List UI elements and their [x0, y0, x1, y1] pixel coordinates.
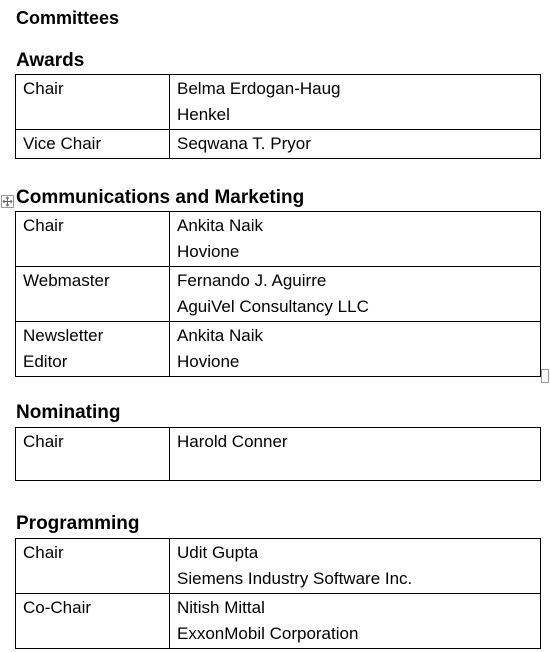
- holder-organization: Henkel: [177, 105, 230, 124]
- role-label: Chair: [23, 432, 64, 451]
- role-cell[interactable]: [16, 428, 170, 481]
- document-title: Committees: [16, 8, 120, 28]
- role-cell[interactable]: [16, 130, 170, 159]
- section-heading-communications-and-marketing: Communications and Marketing: [16, 187, 305, 208]
- holder-cell[interactable]: [170, 428, 541, 481]
- holder-name: Ankita Naik: [177, 216, 263, 235]
- section-heading-awards: Awards: [16, 50, 85, 71]
- holder-organization: Siemens Industry Software Inc.: [177, 569, 413, 588]
- role-label: Vice Chair: [23, 134, 102, 153]
- table-row: [16, 267, 541, 322]
- four-arrow-move-icon[interactable]: [1, 195, 14, 208]
- role-cell[interactable]: [16, 267, 170, 322]
- table-row: [16, 539, 541, 594]
- programming-table: [15, 538, 541, 649]
- nominating-table: [15, 427, 541, 481]
- role-cell[interactable]: [16, 322, 170, 377]
- role-label: Webmaster: [23, 271, 110, 290]
- table-row: [16, 428, 541, 481]
- holder-name: Fernando J. Aguirre: [177, 271, 327, 290]
- role-label: Chair: [23, 79, 64, 98]
- table-resize-handle-icon[interactable]: [541, 369, 549, 383]
- role-cell[interactable]: [16, 75, 170, 130]
- role-cell[interactable]: [16, 539, 170, 594]
- role-cell[interactable]: [16, 212, 170, 267]
- table-row: [16, 322, 541, 377]
- table-row: [16, 594, 541, 649]
- holder-cell[interactable]: [170, 322, 541, 377]
- holder-cell[interactable]: [170, 594, 541, 649]
- role-cell[interactable]: [16, 594, 170, 649]
- table-row: [16, 212, 541, 267]
- section-heading-nominating: Nominating: [16, 402, 121, 423]
- holder-organization: Hovione: [177, 242, 240, 261]
- holder-name: Seqwana T. Pryor: [177, 134, 311, 153]
- holder-name: Belma Erdogan-Haug: [177, 79, 341, 98]
- section-heading-programming: Programming: [16, 513, 140, 534]
- role-label: Chair: [23, 543, 64, 562]
- holder-cell[interactable]: [170, 267, 541, 322]
- holder-name: Harold Conner: [177, 432, 288, 451]
- holder-cell[interactable]: [170, 75, 541, 130]
- holder-organization: ExxonMobil Corporation: [177, 624, 359, 643]
- holder-organization: Hovione: [177, 352, 240, 371]
- table-row: [16, 75, 541, 130]
- holder-cell[interactable]: [170, 212, 541, 267]
- holder-name: Nitish Mittal: [177, 598, 265, 617]
- role-label: Co-Chair: [23, 598, 92, 617]
- holder-cell[interactable]: [170, 130, 541, 159]
- holder-name: Udit Gupta: [177, 543, 259, 562]
- holder-name: Ankita Naik: [177, 326, 263, 345]
- holder-cell[interactable]: [170, 539, 541, 594]
- holder-organization: AguiVel Consultancy LLC: [177, 297, 369, 316]
- table-row: [16, 130, 541, 159]
- role-label: Newsletter: [23, 326, 104, 345]
- awards-table: [15, 74, 541, 159]
- communications-and-marketing-table: [15, 211, 541, 377]
- role-label: Editor: [23, 352, 68, 371]
- role-label: Chair: [23, 216, 64, 235]
